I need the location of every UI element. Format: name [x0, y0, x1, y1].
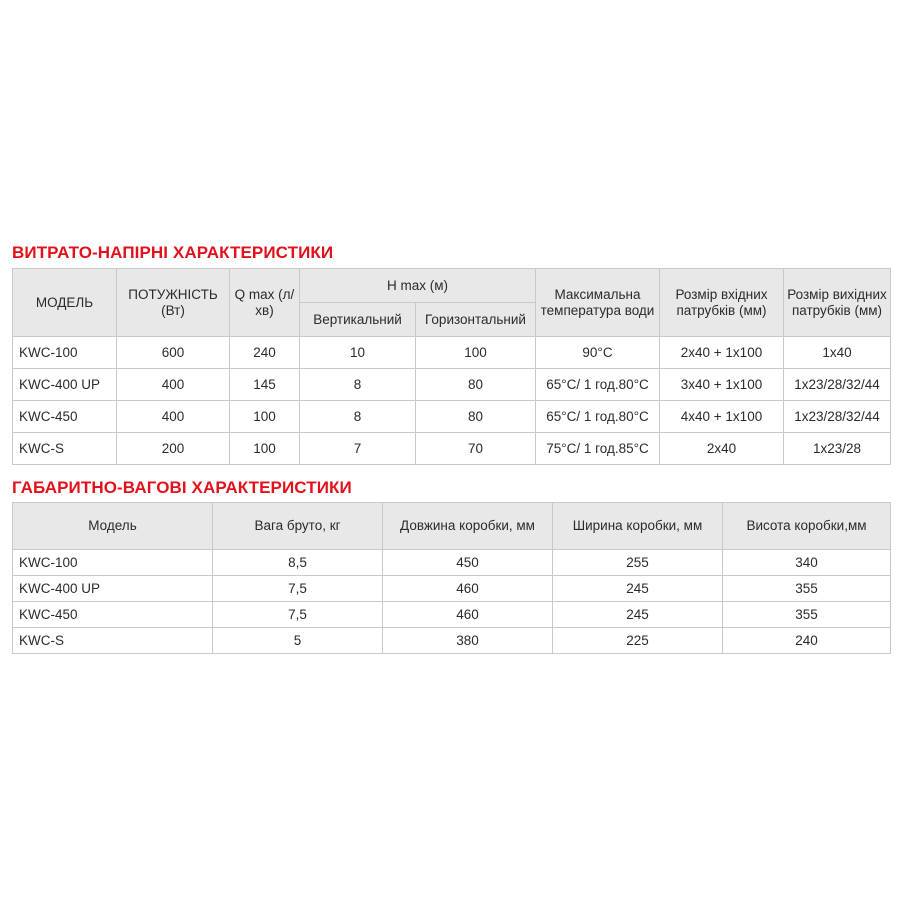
- cell-outlet-size: 1х40: [784, 337, 891, 369]
- cell-max-temp: 75°С/ 1 год.85°С: [536, 433, 660, 465]
- table-row: [13, 550, 891, 576]
- cell-model: KWC-400 UP: [13, 369, 117, 401]
- cell-box-height: 240: [723, 628, 891, 654]
- cell-box-length: 450: [383, 550, 553, 576]
- cell-horizontal: 80: [416, 401, 536, 433]
- cell-box-height: 355: [723, 602, 891, 628]
- table-row: [13, 602, 891, 628]
- header-outlet-size: Розмір вихідних патрубків (мм): [784, 269, 891, 337]
- cell-qmax: 145: [230, 369, 300, 401]
- cell-box-width: 245: [553, 576, 723, 602]
- cell-max-temp: 65°С/ 1 год.80°С: [536, 369, 660, 401]
- header-hmax: H max (м): [300, 269, 536, 303]
- cell-model: KWC-100: [13, 550, 213, 576]
- cell-box-width: 245: [553, 602, 723, 628]
- cell-vertical: 8: [300, 369, 416, 401]
- cell-power: 400: [117, 369, 230, 401]
- cell-power: 400: [117, 401, 230, 433]
- header-box-width: Ширина коробки, мм: [553, 503, 723, 550]
- section-title-dimensions-weight: ГАБАРИТНО-ВАГОВІ ХАРАКТЕРИСТИКИ: [12, 478, 352, 497]
- table-row: [13, 576, 891, 602]
- cell-weight: 7,5: [213, 576, 383, 602]
- cell-inlet-size: 4х40 + 1х100: [660, 401, 784, 433]
- cell-max-temp: 90°С: [536, 337, 660, 369]
- header-box-length: Довжина коробки, мм: [383, 503, 553, 550]
- cell-inlet-size: 2х40 + 1х100: [660, 337, 784, 369]
- header-box-height: Висота коробки,мм: [723, 503, 891, 550]
- header-max-temp: Максимальна температура води: [536, 269, 660, 337]
- cell-inlet-size: 3х40 + 1х100: [660, 369, 784, 401]
- cell-horizontal: 80: [416, 369, 536, 401]
- table-row: [13, 369, 891, 401]
- cell-model: KWC-S: [13, 433, 117, 465]
- header-power: ПОТУЖНІСТЬ (Вт): [117, 269, 230, 337]
- cell-horizontal: 100: [416, 337, 536, 369]
- cell-vertical: 7: [300, 433, 416, 465]
- cell-weight: 8,5: [213, 550, 383, 576]
- flow-pressure-table: [12, 268, 891, 465]
- cell-weight: 7,5: [213, 602, 383, 628]
- cell-model: KWC-100: [13, 337, 117, 369]
- header-model: МОДЕЛЬ: [13, 269, 117, 337]
- cell-vertical: 8: [300, 401, 416, 433]
- cell-model: KWC-400 UP: [13, 576, 213, 602]
- cell-model: KWC-450: [13, 602, 213, 628]
- cell-model: KWC-S: [13, 628, 213, 654]
- cell-horizontal: 70: [416, 433, 536, 465]
- cell-box-width: 255: [553, 550, 723, 576]
- header-inlet-size: Розмір вхідних патрубків (мм): [660, 269, 784, 337]
- cell-vertical: 10: [300, 337, 416, 369]
- cell-qmax: 100: [230, 401, 300, 433]
- header-qmax: Q max (л/хв): [230, 269, 300, 337]
- section-title-flow-pressure: ВИТРАТО-НАПІРНІ ХАРАКТЕРИСТИКИ: [12, 243, 334, 262]
- header-model: Модель: [13, 503, 213, 550]
- cell-weight: 5: [213, 628, 383, 654]
- cell-power: 200: [117, 433, 230, 465]
- cell-box-length: 460: [383, 602, 553, 628]
- cell-inlet-size: 2х40: [660, 433, 784, 465]
- header-vertical: Вертикальний: [300, 303, 416, 337]
- table-row: [13, 337, 891, 369]
- table-row: [13, 628, 891, 654]
- cell-outlet-size: 1х23/28: [784, 433, 891, 465]
- dimensions-weight-table: [12, 502, 891, 654]
- cell-box-length: 460: [383, 576, 553, 602]
- cell-max-temp: 65°С/ 1 год.80°С: [536, 401, 660, 433]
- cell-power: 600: [117, 337, 230, 369]
- cell-box-height: 340: [723, 550, 891, 576]
- header-horizontal: Горизонтальний: [416, 303, 536, 337]
- cell-model: KWC-450: [13, 401, 117, 433]
- header-weight: Вага бруто, кг: [213, 503, 383, 550]
- cell-outlet-size: 1х23/28/32/44: [784, 369, 891, 401]
- cell-qmax: 240: [230, 337, 300, 369]
- cell-qmax: 100: [230, 433, 300, 465]
- cell-box-length: 380: [383, 628, 553, 654]
- table-row: [13, 401, 891, 433]
- cell-outlet-size: 1х23/28/32/44: [784, 401, 891, 433]
- cell-box-height: 355: [723, 576, 891, 602]
- table-row: [13, 433, 891, 465]
- cell-box-width: 225: [553, 628, 723, 654]
